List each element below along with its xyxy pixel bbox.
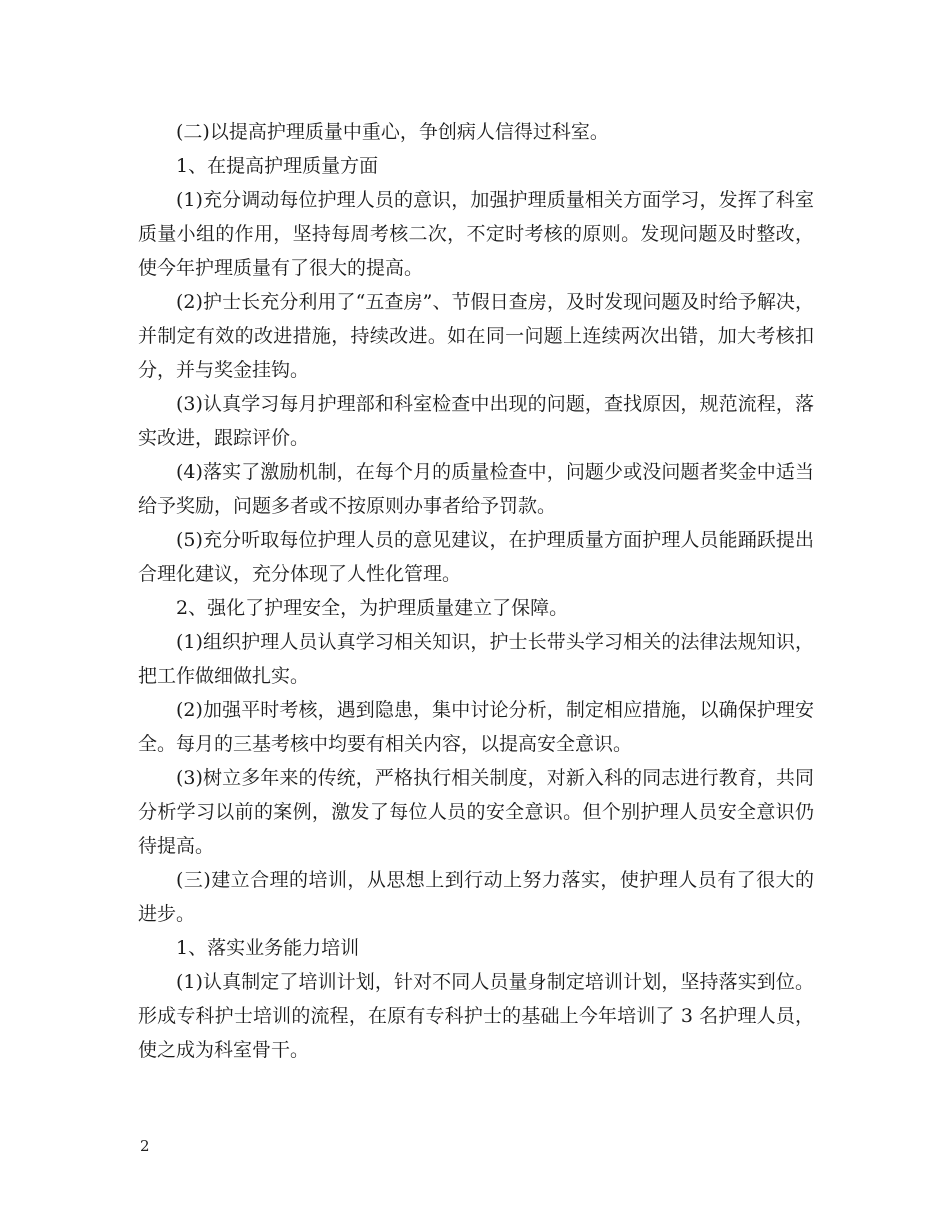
- paragraph-item-1: (1)充分调动每位护理人员的意识，加强护理质量相关方面学习，发挥了科室质量小组的作用，坚持每周考核二次，不定时考核的原则。发现问题及时整改，使今年护理质量有了很大的提高。: [138, 189, 814, 279]
- paragraph-safety-1: (1)组织护理人员认真学习相关知识，护士长带头学习相关的法律法规知识，把工作做细做扎实。: [138, 631, 814, 687]
- subheading-quality: 1、在提高护理质量方面: [176, 155, 379, 177]
- paragraph-item-5: (5)充分听取每位护理人员的意见建议，在护理质量方面护理人员能踊跃提出合理化建议，充分体现了人性化管理。: [138, 529, 814, 585]
- paragraph-training-1: (1)认真制定了培训计划，针对不同人员量身制定培训计划，坚持落实到位。形成专科护士培训的流程，在原有专科护士的基础上今年培训了 3 名护理人员，使之成为科室骨干。: [138, 971, 814, 1061]
- paragraph-item-3: (3)认真学习每月护理部和科室检查中出现的问题，查找原因，规范流程，落实改进，跟踪评价。: [138, 393, 814, 449]
- heading-section-three: (三)建立合理的培训，从思想上到行动上努力落实，使护理人员有了很大的进步。: [138, 869, 814, 925]
- paragraph-item-4: (4)落实了激励机制，在每个月的质量检查中，问题少或没问题者奖金中适当给予奖励，问题多者或不按原则办事者给予罚款。: [138, 461, 814, 517]
- document-body: [138, 115, 814, 1067]
- subheading-training: 1、落实业务能力培训: [176, 937, 360, 959]
- paragraph-safety-3: (3)树立多年来的传统，严格执行相关制度，对新入科的同志进行教育，共同分析学习以前的案例，激发了每位人员的安全意识。但个别护理人员安全意识仍待提高。: [138, 767, 814, 857]
- paragraph-item-2: (2)护士长充分利用了“五查房”、节假日查房，及时发现问题及时给予解决，并制定有效的改进措施，持续改进。如在同一问题上连续两次出错，加大考核扣分，并与奖金挂钩。: [138, 291, 814, 381]
- paragraph-safety-2: (2)加强平时考核，遇到隐患，集中讨论分析，制定相应措施，以确保护理安全。每月的三基考核中均要有相关内容，以提高安全意识。: [138, 699, 814, 755]
- heading-section-two: (二)以提高护理质量中重心，争创病人信得过科室。: [176, 121, 609, 143]
- page-number: 2: [140, 1137, 150, 1155]
- subheading-safety: 2、强化了护理安全，为护理质量建立了保障。: [176, 597, 569, 619]
